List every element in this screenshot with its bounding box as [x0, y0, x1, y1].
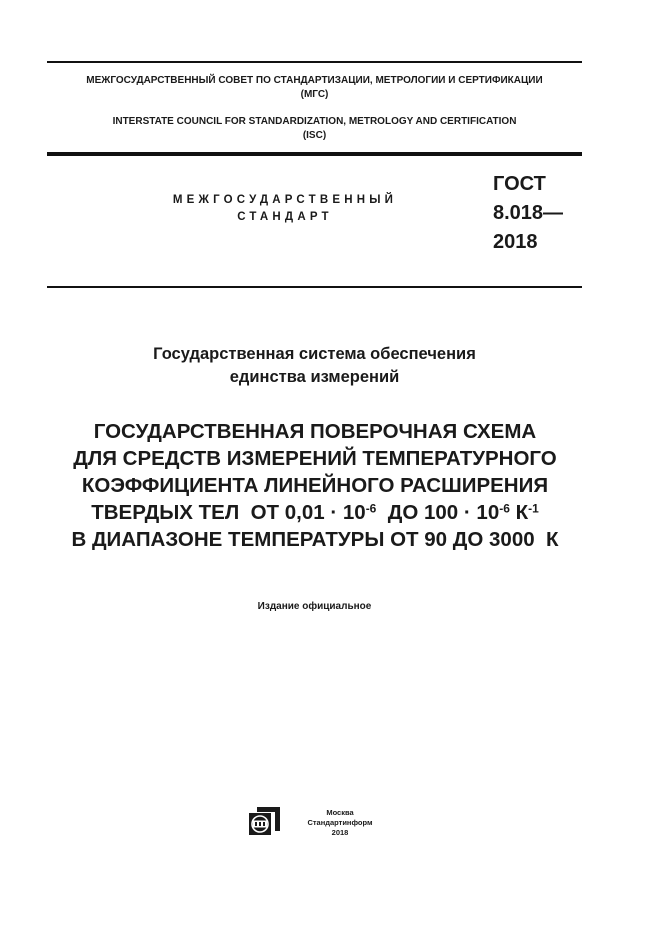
title-line1: ГОСУДАРСТВЕННАЯ ПОВЕРОЧНАЯ СХЕМА	[93, 420, 537, 443]
title-line4-part2: ДО 100 · 10	[376, 501, 500, 524]
gost-year: 2018	[493, 231, 538, 253]
publisher-year: 2018	[331, 828, 349, 837]
edition-note: Издание официальное	[257, 601, 372, 612]
gost-number: 8.018—	[493, 202, 564, 224]
council-en-name: INTERSTATE COUNCIL FOR STANDARDIZATION, METROLOGY AND CERTIFICATION	[112, 116, 517, 127]
title-line2: ДЛЯ СРЕДСТВ ИЗМЕРЕНИЙ ТЕМПЕРАТУРНОГО	[73, 447, 557, 470]
title-line4-part3: К	[509, 501, 529, 524]
title-line5: В ДИАПАЗОНЕ ТЕМПЕРАТУРЫ ОТ 90 ДО 3000 К	[71, 528, 559, 551]
subtitle	[47, 343, 582, 389]
title-line3: КОЭФФИЦИЕНТА ЛИНЕЙНОГО РАСШИРЕНИЯ	[81, 474, 549, 497]
gost-prefix: ГОСТ	[493, 173, 546, 195]
council-ru	[47, 74, 582, 102]
title-line4	[30, 499, 600, 526]
subtitle-line1: Государственная система обеспечения	[153, 345, 476, 363]
title-line4-exp2: -6	[499, 501, 510, 516]
standartinform-logo-icon	[249, 806, 281, 836]
subtitle-line2: единства измерений	[229, 368, 400, 386]
document-title	[30, 418, 600, 553]
council-ru-name: МЕЖГОСУДАРСТВЕННЫЙ СОВЕТ ПО СТАНДАРТИЗАЦИИ, МЕТРОЛОГИИ И СЕРТИФИКАЦИИ	[86, 75, 543, 86]
header-rule-thick	[47, 152, 582, 156]
title-line4-exp3: -1	[528, 501, 539, 516]
title-line4-part1: ТВЕРДЫХ ТЕЛ ОТ 0,01 · 10	[91, 501, 366, 524]
top-rule-thin	[47, 61, 582, 63]
title-line4-exp1: -6	[365, 501, 377, 516]
standard-type-line2: СТАНДАРТ	[237, 211, 333, 223]
council-en	[47, 115, 582, 143]
standard-type-line1: МЕЖГОСУДАРСТВЕННЫЙ	[172, 194, 398, 206]
publisher-city: Москва	[326, 808, 354, 817]
header-rule-bottom	[47, 286, 582, 288]
publisher-name: Стандартинформ	[307, 818, 373, 827]
council-ru-abbr: (МГС)	[300, 89, 329, 100]
publisher	[300, 808, 380, 838]
council-en-abbr: (ISC)	[302, 130, 327, 141]
standard-type	[140, 192, 430, 226]
gost-designation	[493, 170, 563, 257]
